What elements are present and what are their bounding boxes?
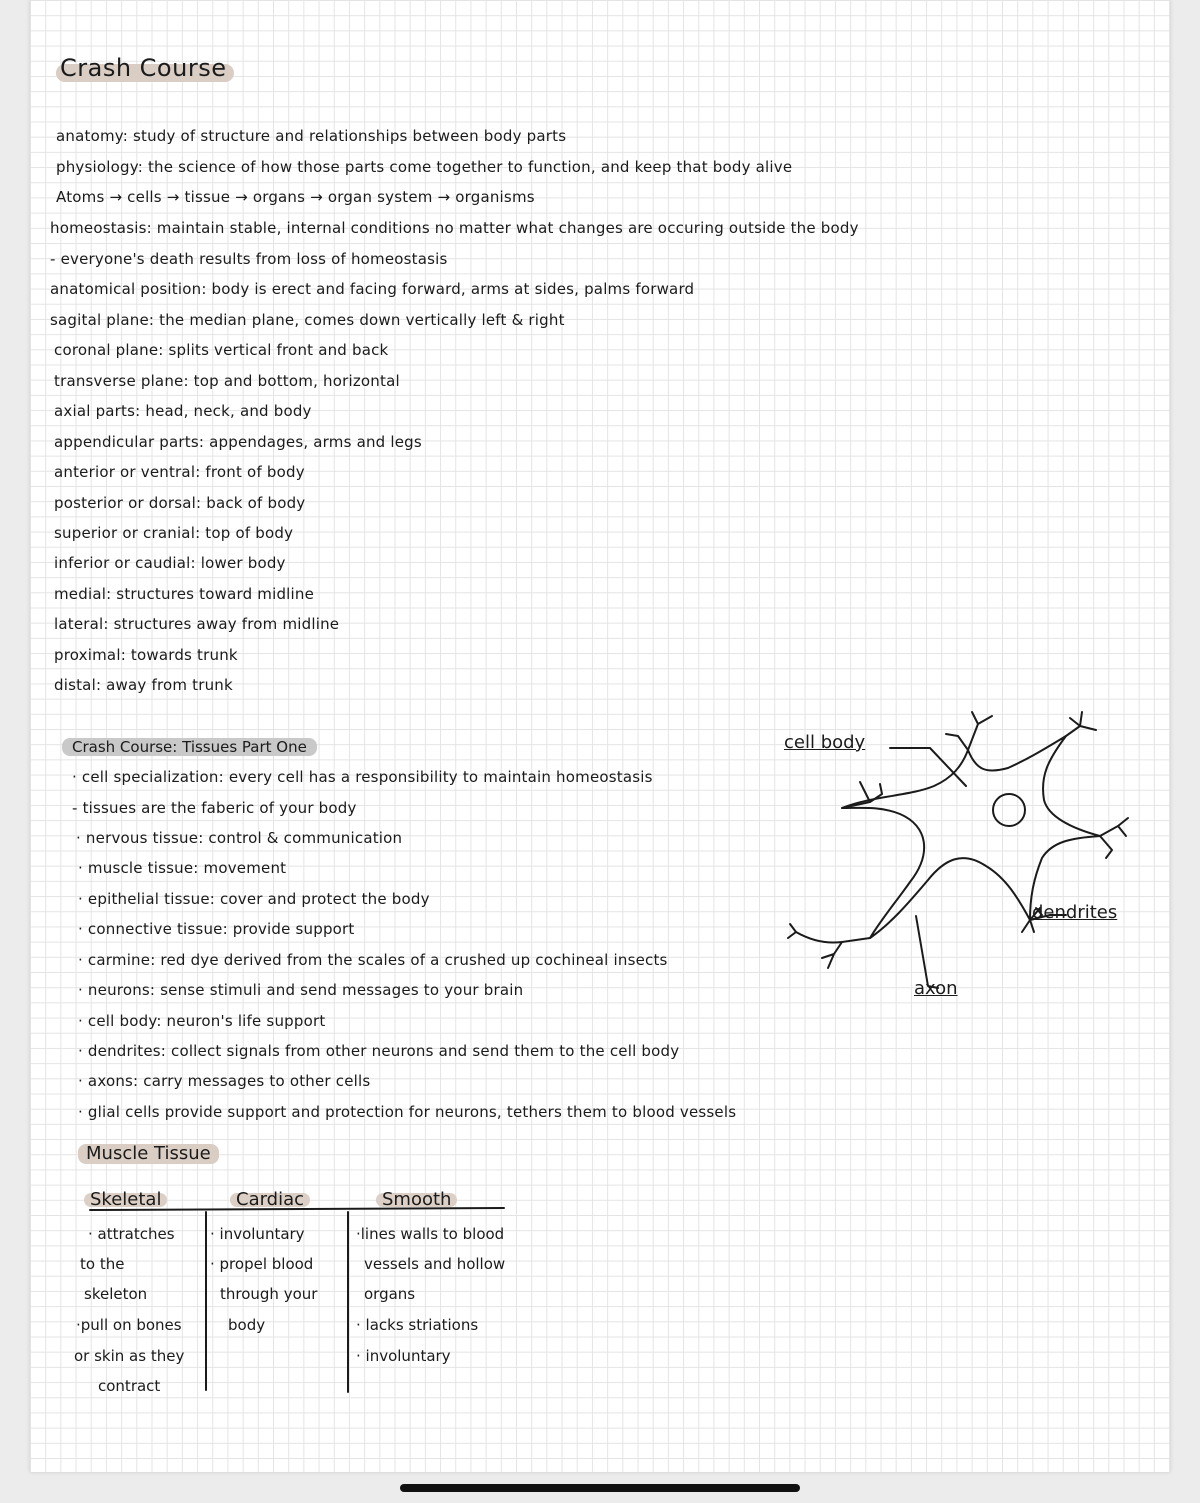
tissues-heading: Crash Course: Tissues Part One <box>62 738 317 756</box>
label-dendrites: dendrites <box>1032 902 1118 923</box>
note-line: proximal: towards trunk <box>54 646 238 664</box>
skeletal-line: to the <box>80 1255 125 1273</box>
tissue-note-line: · axons: carry messages to other cells <box>78 1072 371 1090</box>
note-line: anterior or ventral: front of body <box>54 463 305 481</box>
note-line: physiology: the science of how those parts come together to function, and keep that body alive <box>56 158 793 176</box>
note-line: Atoms → cells → tissue → organs → organ system → organisms <box>56 188 535 206</box>
note-line: anatomy: study of structure and relationships between body parts <box>56 127 567 145</box>
tissue-note-line: · connective tissue: provide support <box>78 920 355 938</box>
cardiac-line: through your <box>220 1285 318 1303</box>
tissue-note-line: - tissues are the faberic of your body <box>72 799 357 817</box>
smooth-line: · lacks striations <box>356 1316 479 1334</box>
note-line: sagital plane: the median plane, comes down vertically left & right <box>50 311 565 329</box>
page-title: Crash Course <box>60 54 227 82</box>
note-line: superior or cranial: top of body <box>54 524 294 542</box>
skeletal-line: or skin as they <box>74 1347 185 1365</box>
note-line: transverse plane: top and bottom, horizontal <box>54 372 400 390</box>
note-line: appendicular parts: appendages, arms and legs <box>54 433 422 451</box>
skeletal-line: · attratches <box>88 1225 175 1243</box>
cardiac-line: · involuntary <box>210 1225 305 1243</box>
muscle-heading: Muscle Tissue <box>78 1144 219 1164</box>
note-line: distal: away from trunk <box>54 676 233 694</box>
note-line: medial: structures toward midline <box>54 585 315 603</box>
neuron-diagram <box>730 710 1160 1010</box>
smooth-line: ·lines walls to blood <box>356 1225 505 1243</box>
tissue-note-line: · muscle tissue: movement <box>78 859 287 877</box>
smooth-line: vessels and hollow <box>364 1255 506 1273</box>
tissue-note-line: · cell specialization: every cell has a responsibility to maintain homeostasis <box>72 768 653 786</box>
note-line: lateral: structures away from midline <box>54 615 340 633</box>
col-head-skeletal: Skeletal <box>90 1190 161 1210</box>
smooth-line: organs <box>364 1285 416 1303</box>
note-line: - everyone's death results from loss of homeostasis <box>50 250 448 268</box>
skeletal-line: ·pull on bones <box>76 1316 182 1334</box>
tissue-note-line: · carmine: red dye derived from the scales of a crushed up cochineal insects <box>78 951 668 969</box>
tissue-note-line: · nervous tissue: control & communication <box>76 829 403 847</box>
tissue-note-line: · glial cells provide support and protection for neurons, tethers them to blood vessels <box>78 1103 737 1121</box>
note-line: anatomical position: body is erect and facing forward, arms at sides, palms forward <box>50 280 695 298</box>
tissue-note-line: · neurons: sense stimuli and send messages to your brain <box>78 981 524 999</box>
tissue-note-line: · cell body: neuron's life support <box>78 1012 326 1030</box>
tissue-note-line: · epithelial tissue: cover and protect the body <box>78 890 430 908</box>
note-line: inferior or caudial: lower body <box>54 554 286 572</box>
label-cell-body: cell body <box>784 732 866 753</box>
skeletal-line: contract <box>98 1377 161 1395</box>
home-indicator[interactable] <box>400 1484 800 1492</box>
note-line: coronal plane: splits vertical front and back <box>54 341 389 359</box>
note-line: homeostasis: maintain stable, internal conditions no matter what changes are occuring outside the body <box>50 219 859 237</box>
note-page <box>30 0 1170 1472</box>
note-line: axial parts: head, neck, and body <box>54 402 312 420</box>
tissue-note-line: · dendrites: collect signals from other neurons and send them to the cell body <box>78 1042 680 1060</box>
cardiac-line: body <box>228 1316 266 1334</box>
cardiac-line: · propel blood <box>210 1255 314 1273</box>
note-line: posterior or dorsal: back of body <box>54 494 306 512</box>
smooth-line: · involuntary <box>356 1347 451 1365</box>
col-head-cardiac: Cardiac <box>236 1190 304 1210</box>
col-head-smooth: Smooth <box>382 1190 451 1210</box>
skeletal-line: skeleton <box>84 1285 148 1303</box>
label-axon: axon <box>914 978 958 999</box>
